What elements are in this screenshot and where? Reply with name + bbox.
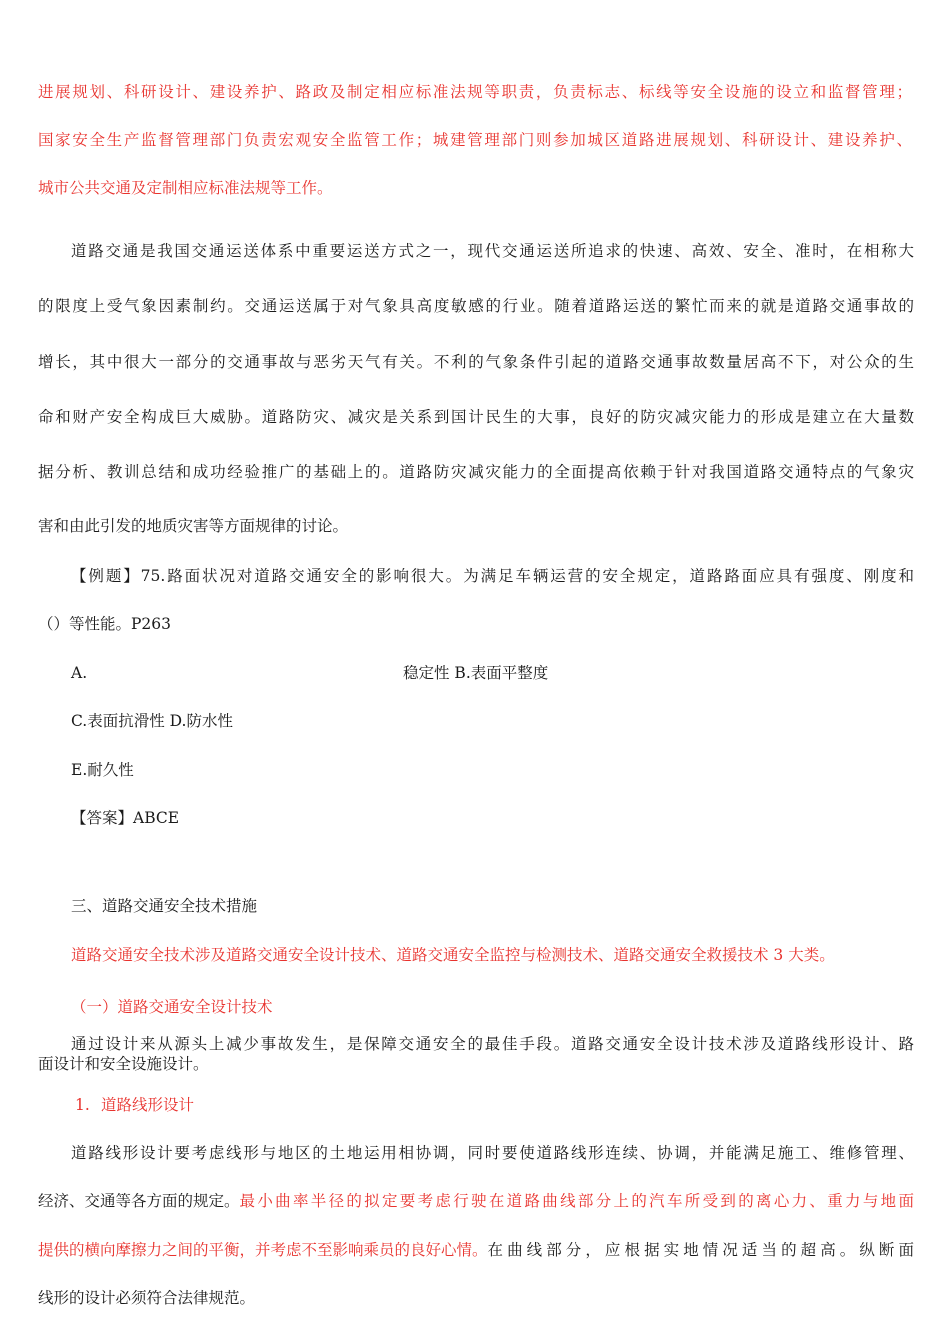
option-c-d: C.表面抗滑性 D.防水性 [71, 712, 233, 730]
top-red-line-3: 城市公共交通及定制相应标准法规等工作。 [38, 179, 333, 197]
item-1-line-4: 线形的设计必须符合法律规范。 [38, 1289, 256, 1307]
intro-line-3: 增长，其中很大一部分的交通事故与恶劣天气有关。不利的气象条件引起的道路交通事故数量居高不下，对公众的生 [38, 353, 914, 371]
option-a-b-text: 稳定性 B.表面平整度 [403, 664, 549, 682]
item-1-line-2-black: 经济、交通等各方面的规定。 [38, 1192, 240, 1210]
option-a-label: A. [71, 664, 88, 682]
intro-line-2: 的限度上受气象因素制约。交通运送属于对气象具高度敏感的行业。随着道路运送的繁忙而来的就是道路交通事故的 [38, 297, 914, 315]
example-question-line-2: （）等性能。P263 [38, 615, 172, 633]
example-question-line-1: 【例题】75.路面状况对道路交通安全的影响很大。为满足车辆运营的安全规定，道路路面应具有强度、刚度和 [71, 567, 914, 585]
item-1-line-3-black: 在曲线部分，应根据实地情况适当的超高。纵断面 [487, 1241, 914, 1259]
item-1-line-2 [38, 1191, 914, 1211]
option-e: E.耐久性 [71, 761, 134, 779]
answer: 【答案】ABCE [71, 809, 180, 827]
intro-line-4: 命和财产安全构成巨大威胁。道路防灾、减灾是关系到国计民生的大事，良好的防灾减灾能力的形成是建立在大量数 [38, 408, 914, 426]
intro-line-1: 道路交通是我国交通运送体系中重要运送方式之一，现代交通运送所追求的快速、高效、安全、准时，在相称大 [71, 242, 914, 260]
intro-line-6: 害和由此引发的地质灾害等方面规律的讨论。 [38, 517, 349, 535]
subsection-1-para-line-2: 面设计和安全设施设计。 [38, 1055, 209, 1073]
top-red-line-2: 国家安全生产监督管理部门负责宏观安全监管工作；城建管理部门则参加城区道路进展规划、科研设计、建设养护、 [38, 131, 912, 149]
item-1-number: 1. [75, 1096, 90, 1114]
item-1-line-3 [38, 1240, 914, 1260]
subsection-1-para-line-1: 通过设计来从源头上减少事故发生，是保障交通安全的最佳手段。道路交通安全设计技术涉及道路线形设计、路 [71, 1035, 914, 1053]
item-1-title: 道路线形设计 [101, 1096, 195, 1114]
item-1-line-2-red: 最小曲率半径的拟定要考虑行驶在道路曲线部分上的汽车所受到的离心力、重力与地面 [239, 1192, 914, 1210]
section-heading: 三、道路交通安全技术措施 [71, 897, 258, 915]
section-summary: 道路交通安全技术涉及道路交通安全设计技术、道路交通安全监控与检测技术、道路交通安全救援技术 3 大类。 [71, 946, 835, 964]
subsection-1-title: （一）道路交通安全设计技术 [71, 998, 273, 1016]
item-1-line-1: 道路线形设计要考虑线形与地区的土地运用相协调，同时要使道路线形连续、协调，并能满足施工、维修管理、 [71, 1144, 914, 1162]
intro-line-5: 据分析、教训总结和成功经验推广的基础上的。道路防灾减灾能力的全面提高依赖于针对我国道路交通特点的气象灾 [38, 463, 914, 481]
item-1-line-3-red: 提供的横向摩擦力之间的平衡，并考虑不至影响乘员的良好心情。 [38, 1241, 488, 1259]
top-red-line-1: 进展规划、科研设计、建设养护、路政及制定相应标准法规等职责，负责标志、标线等安全设施的设立和监督管理； [38, 83, 912, 101]
